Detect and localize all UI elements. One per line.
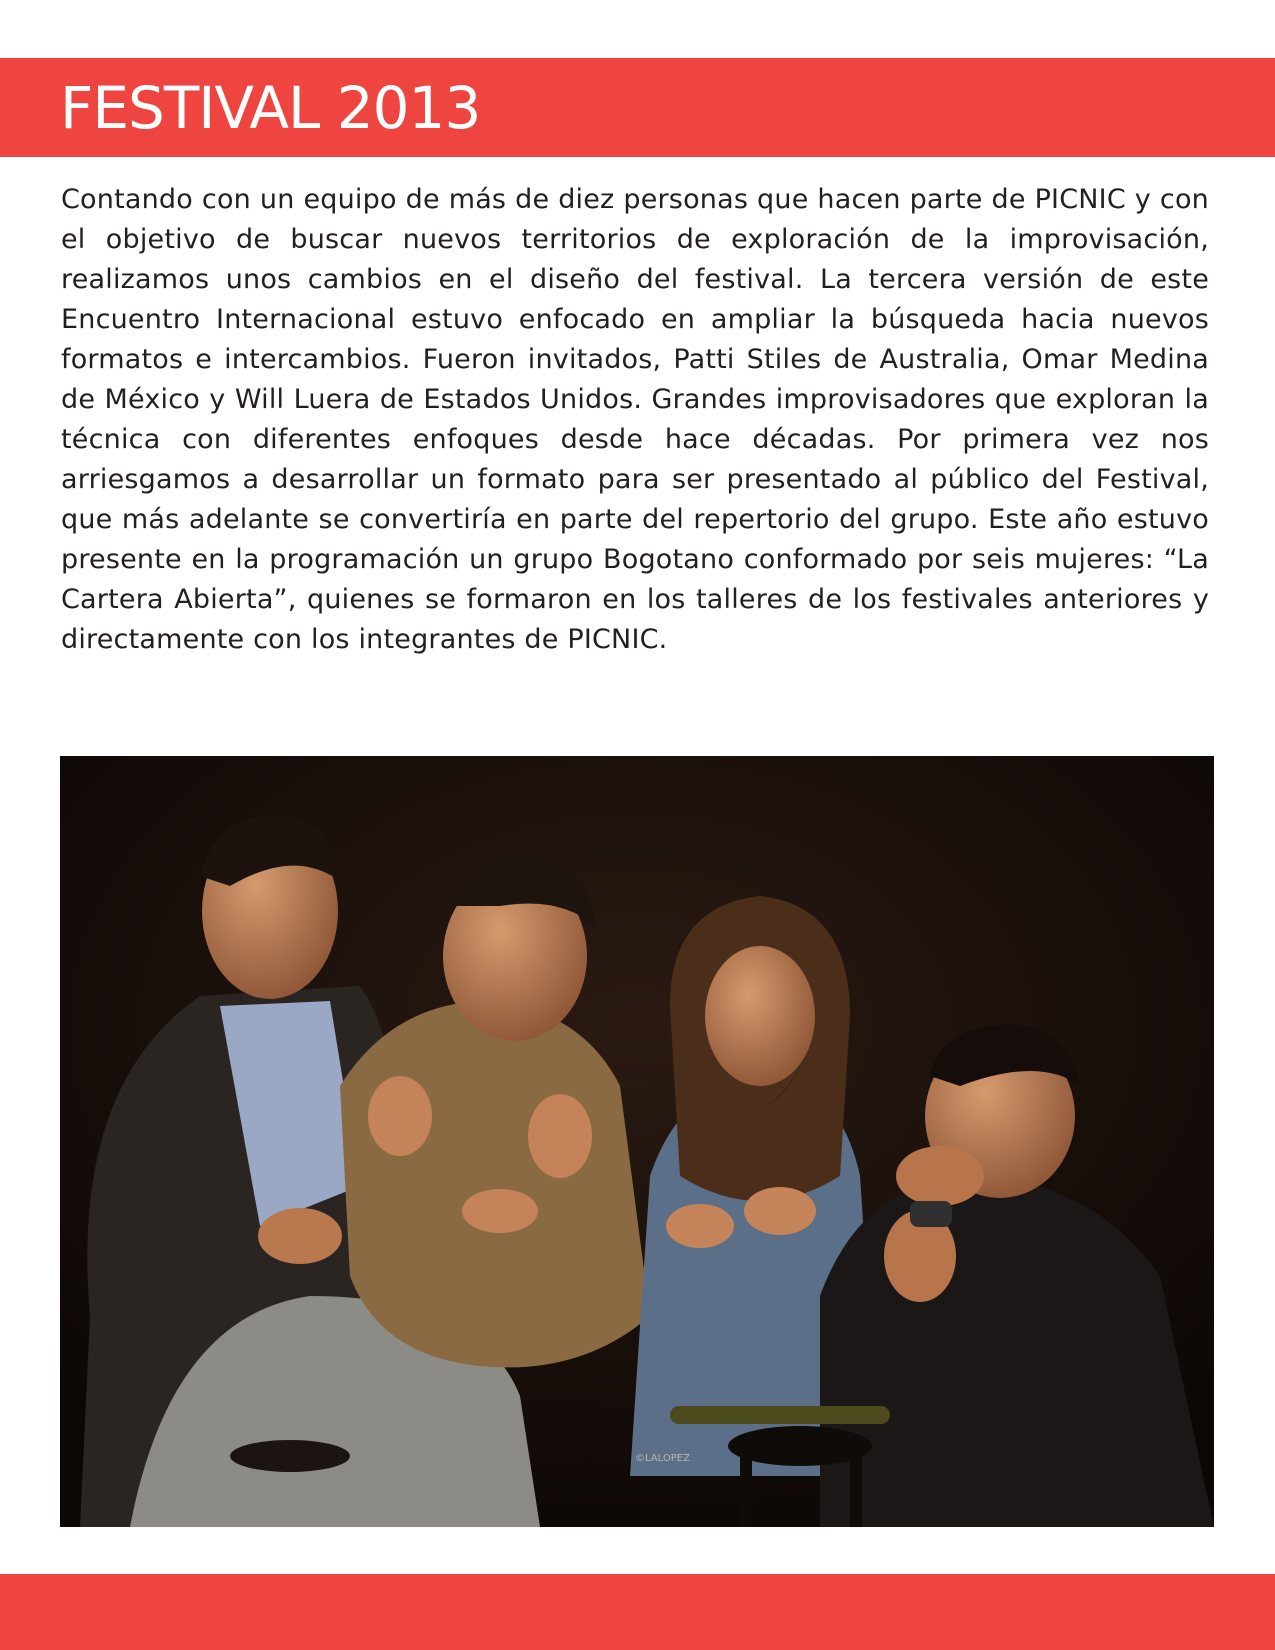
page-title: FESTIVAL 2013 xyxy=(60,74,481,142)
body-paragraph: Contando con un equipo de más de diez personas que hacen parte de PICNIC y con el objetivo de buscar nuevos territorios de exploración de la improvisación, realizamos unos cambios en el diseño del festival. La tercera versión de este Encuentro Internacional estuvo enfocado en ampliar la búsqueda hacia nuevos formatos e intercambios. Fueron invitados, Patti Stiles de Australia, Omar Medina de México y Will Luera de Estados Unidos. Grandes improvisadores que exploran la técnica con diferentes enfoques desde hace décadas. Por primera vez nos arriesgamos a desarrollar un formato para ser presentado al público del Festival, que más adelante se convertiría en parte del repertorio del grupo. Este año estuvo presente en la programación un grupo Bogotano conformado por seis mujeres: “La Cartera Abierta”, quienes se formaron en los talleres de los festivales anteriores y directamente con los integrantes de PICNIC. xyxy=(61,184,1209,655)
header-band xyxy=(0,58,1275,157)
photo-credit: ©LALOPEZ xyxy=(635,1453,690,1464)
photo-illustration xyxy=(60,756,1214,1527)
footer-band xyxy=(0,1574,1275,1650)
festival-photo xyxy=(60,756,1214,1527)
